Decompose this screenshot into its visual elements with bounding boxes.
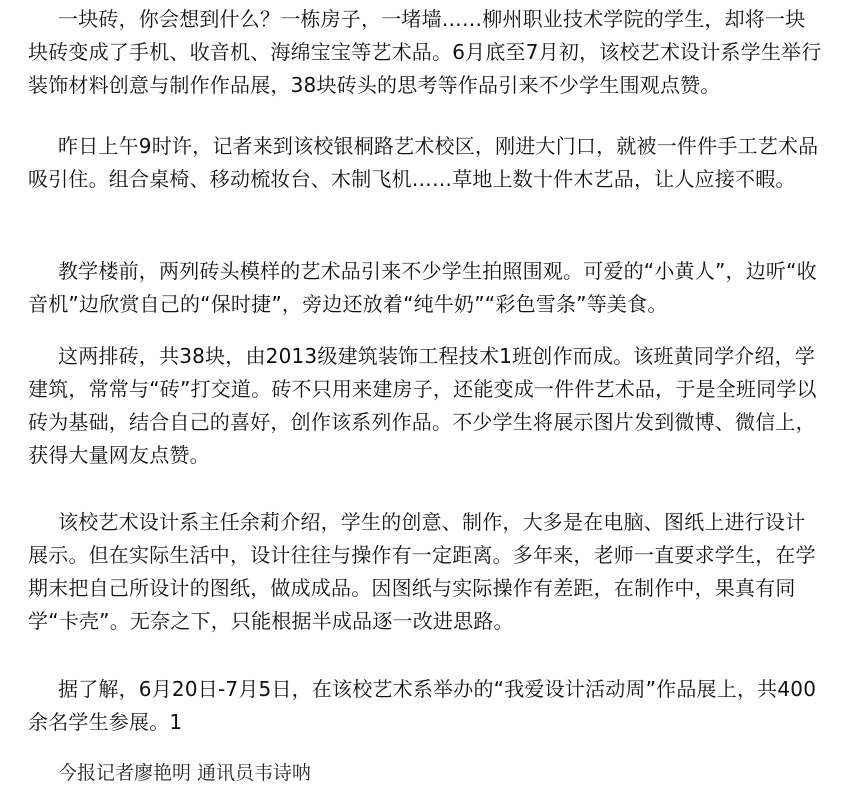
article-paragraph-1: 一块砖，你会想到什么？一栋房子，一堵墙……柳州职业技术学院的学生，却将一块块砖变成了手机、收音机、海绵宝宝等艺术品。6月底至7月初，该校艺术设计系学生举行装饰材料创意与制作作品展，38块砖头的思考等作品引来不少学生围观点赞。 — [28, 7, 822, 97]
article-paragraph-4: 这两排砖，共38块，由2013级建筑装饰工程技术1班创作而成。该班黄同学介绍，学建筑，常常与“砖”打交道。砖不只用来建房子，还能变成一件件艺术品，于是全班同学以砖为基础，结合自己的喜好，创作该系列作品。不少学生将展示图片发到微博、微信上，获得大量网友点赞。 — [28, 344, 817, 467]
article-paragraph-3: 教学楼前，两列砖头模样的艺术品引来不少学生拍照围观。可爱的“小黄人”，边听“收音机”边欣赏自己的“保时捷”，旁边还放着“纯牛奶”“彩色雪条”等美食。 — [28, 259, 817, 316]
article-paragraph-6: 据了解，6月20日-7月5日，在该校艺术系举办的“我爱设计活动周”作品展上，共400余名学生参展。1 — [28, 677, 817, 734]
article-paragraph-2: 昨日上午9时许，记者来到该校银桐路艺术校区，刚进大门口，就被一件件手工艺术品吸引住。组合桌椅、移动梳妆台、木制飞机……草地上数十件木艺品，让人应接不暇。 — [28, 134, 819, 191]
article-byline: 今报记者廖艳明 通讯员韦诗呐 — [58, 762, 312, 784]
article-paragraph-5: 该校艺术设计系主任余莉介绍，学生的创意、制作，大多是在电脑、图纸上进行设计展示。但在实际生活中，设计往往与操作有一定距离。多年来，老师一直要求学生，在学期末把自己所设计的图纸，做成成品。因图纸与实际操作有差距，在制作中，果真有同学“卡壳”。无奈之下，只能根据半成品逐一改进思路。 — [28, 510, 816, 633]
